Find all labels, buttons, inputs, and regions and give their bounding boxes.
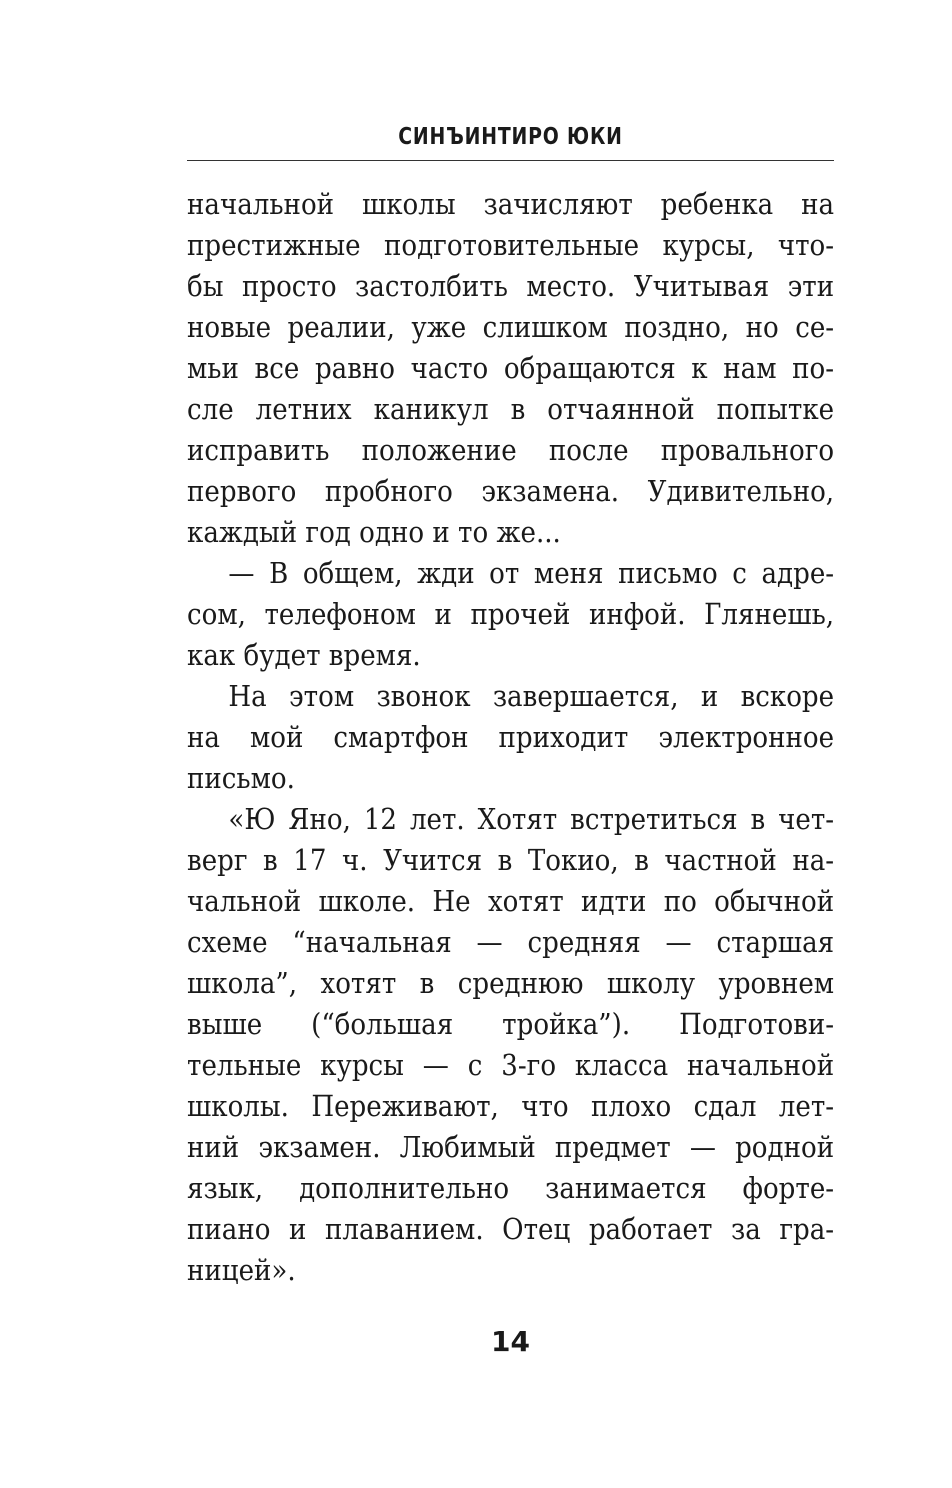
text-line: на мой смартфон приходит электронное: [187, 720, 835, 754]
text-line: сом, телефоном и прочей инфой. Глянешь,: [187, 597, 835, 631]
text-line: первого пробного экзамена. Удивительно,: [187, 474, 835, 508]
text-line: новые реалии, уже слишком поздно, но се-: [187, 310, 835, 344]
text-line: «Ю Яно, 12 лет. Хотят встретиться в чет-: [228, 802, 835, 836]
text-line: бы просто застолбить место. Учитывая эти: [187, 269, 835, 303]
text-line: школы. Переживают, что плохо сдал лет-: [187, 1089, 835, 1123]
text-line: ний экзамен. Любимый предмет — родной: [187, 1130, 835, 1164]
text-line: выше (“большая тройка”). Подготови-: [187, 1007, 835, 1041]
text-line: письмо.: [187, 761, 295, 795]
text-line: ницей».: [187, 1253, 296, 1287]
page-number: 14: [491, 1325, 530, 1358]
text-line: как будет время.: [187, 638, 421, 672]
text-line: мьи все равно часто обращаются к нам по-: [187, 351, 835, 385]
text-line: — В общем, жди от меня письмо с адре-: [228, 556, 835, 590]
text-line: каждый год одно и то же...: [187, 515, 561, 549]
text-line: На этом звонок завершается, и вскоре: [228, 679, 835, 713]
text-line: престижные подготовительные курсы, что-: [187, 228, 835, 262]
text-line: тельные курсы — с 3-го класса начальной: [187, 1048, 835, 1082]
text-line: язык, дополнительно занимается форте-: [187, 1171, 835, 1205]
text-line: схеме “начальная — средняя — старшая: [187, 925, 835, 959]
text-line: исправить положение после провального: [187, 433, 835, 467]
text-line: сле летних каникул в отчаянной попытке: [187, 392, 835, 426]
text-line: школа”, хотят в среднюю школу уровнем: [187, 966, 835, 1000]
body-text: [187, 184, 834, 1291]
header-rule: [187, 160, 834, 161]
text-line: пиано и плаванием. Отец работает за гра-: [187, 1212, 835, 1246]
text-line: чальной школе. Не хотят идти по обычной: [187, 884, 835, 918]
text-line: начальной школы зачисляют ребенка на: [187, 187, 835, 221]
running-header-title: СИНЪИНТИРО ЮКИ: [398, 124, 623, 150]
text-line: верг в 17 ч. Учится в Токио, в частной на-: [187, 843, 835, 877]
